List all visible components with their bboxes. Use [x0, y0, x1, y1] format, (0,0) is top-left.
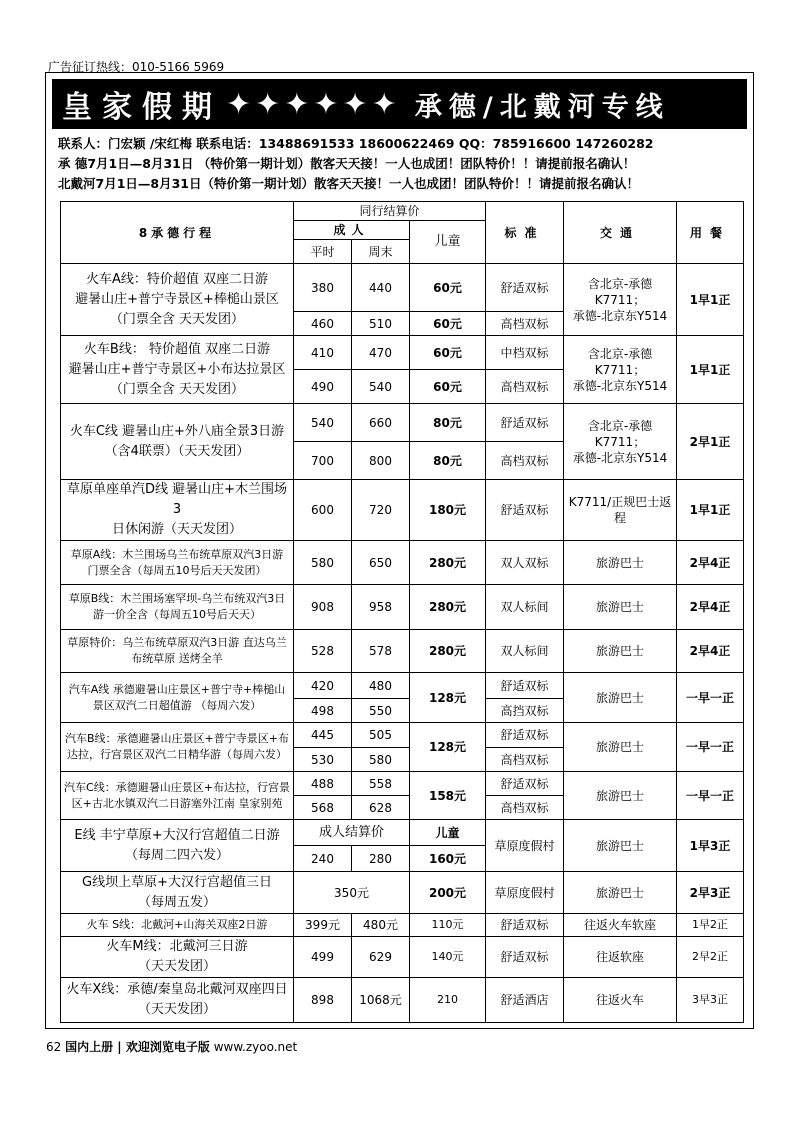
transport-cell: 旅游巴士	[564, 723, 677, 772]
contact-line: 联系人：门宏颖 /宋红梅 联系电话：13488691533 18600622469 QQ：785916600 147260282	[58, 136, 654, 151]
weekday-price: 240	[294, 846, 352, 872]
weekend-price: 650	[352, 541, 410, 585]
route-cell: 草原单座单汽D线 避暑山庄+木兰围场3 日休闲游（天天发团）	[61, 480, 294, 541]
meal-cell: 一早一正	[677, 723, 744, 772]
route-cell: 火车 S线：北戴河+山海关双座2日游	[61, 914, 294, 937]
table-row	[61, 541, 744, 585]
transport-cell: 旅游巴士	[564, 630, 677, 673]
child-price: 128元	[410, 673, 486, 723]
table-row	[61, 914, 744, 937]
page-footer	[46, 1038, 297, 1055]
weekday-header: 平时	[294, 240, 352, 264]
weekend-price: 580	[352, 748, 410, 772]
standard-cell: 高挡双标	[486, 699, 564, 723]
child-price: 110元	[410, 914, 486, 937]
standard-cell: 舒适双标	[486, 937, 564, 978]
weekday-price: 898	[294, 978, 352, 1023]
table-row	[61, 723, 744, 748]
route-cell: 火车X线：承德/秦皇岛北戴河双座四日 （天天发团）	[61, 978, 294, 1023]
table-row	[61, 404, 744, 442]
child-price: 280元	[410, 630, 486, 673]
route-cell: 汽车A线 承德避暑山庄景区+普宁寺+棒槌山 景区双汽二日超值游 （每周六发）	[61, 673, 294, 723]
weekend-price: 578	[352, 630, 410, 673]
weekend-price: 470	[352, 336, 410, 370]
standard-cell: 高档双标	[486, 442, 564, 480]
table-row	[61, 872, 744, 914]
child-price: 210	[410, 978, 486, 1023]
meal-cell: 1早1正	[677, 336, 744, 404]
weekend-price: 1068元	[352, 978, 410, 1023]
page-number: 62	[46, 1040, 62, 1054]
weekday-price: 490	[294, 370, 352, 404]
standard-cell: 草原度假村	[486, 820, 564, 872]
footer-section: 国内上册 | 欢迎浏览电子版	[65, 1040, 210, 1054]
weekend-price: 510	[352, 312, 410, 336]
child-price: 60元	[410, 370, 486, 404]
route-cell: 草原特价：乌兰布统草原双汽3日游 直达乌兰 布统草原 送烤全羊	[61, 630, 294, 673]
transport-cell: 旅游巴士	[564, 541, 677, 585]
meal-cell: 2早4正	[677, 630, 744, 673]
standard-cell: 中档双标	[486, 336, 564, 370]
route-cell: G线坝上草原+大汉行宫超值三日 （每周五发）	[61, 872, 294, 914]
weekday-price: 908	[294, 585, 352, 630]
standard-cell: 舒适双标	[486, 772, 564, 796]
transport-cell: 旅游巴士	[564, 872, 677, 914]
itinerary-header: 8承德行程	[61, 202, 294, 264]
child-price: 158元	[410, 772, 486, 820]
meal-cell: 2早4正	[677, 585, 744, 630]
route-cell: E线 丰宁草原+大汉行宫超值二日游 （每周二四六发）	[61, 820, 294, 872]
child-price: 160元	[410, 846, 486, 872]
adult-price: 350元	[294, 872, 410, 914]
table-row	[61, 585, 744, 630]
weekend-price: 280	[352, 846, 410, 872]
transport-cell: 往返火车	[564, 978, 677, 1023]
standard-header: 标准	[486, 202, 564, 264]
weekday-price: 445	[294, 723, 352, 748]
standard-cell: 双人双标	[486, 541, 564, 585]
weekend-price: 440	[352, 264, 410, 312]
route-cell: 火车B线： 特价超值 双座二日游 避暑山庄+普宁寺景区+小布达拉景区 （门票全含 天天发团）	[61, 336, 294, 404]
route-cell: 汽车B线：承德避暑山庄景区+普宁寺景区+布 达拉，行宫景区双汽二日精华游（每周六发）	[61, 723, 294, 772]
beidaihe-notice: 北戴河7月1日—8月31日（特价第一期计划）散客天天接！一人也成团！团队特价！！请提前报名确认！	[58, 176, 639, 191]
route-cell: 草原B线：木兰围场塞罕坝-乌兰布统双汽3日 游一价全含（每周五10号后天天）	[61, 585, 294, 630]
standard-cell: 舒适双标	[486, 914, 564, 937]
transport-cell: 旅游巴士	[564, 772, 677, 820]
weekday-price: 540	[294, 404, 352, 442]
child-price: 60元	[410, 312, 486, 336]
route-cell: 火车C线 避暑山庄+外八庙全景3日游 （含4联票）（天天发团）	[61, 404, 294, 480]
route-cell: 汽车C线：承德避暑山庄景区+布达拉，行宫景 区+古北水镇双汽二日游塞外江南 皇家别苑	[61, 772, 294, 820]
weekend-price: 958	[352, 585, 410, 630]
table-row	[61, 480, 744, 541]
meal-cell: 3早3正	[677, 978, 744, 1023]
child-price: 80元	[410, 442, 486, 480]
meal-cell: 1早1正	[677, 480, 744, 541]
child-price: 80元	[410, 404, 486, 442]
table-row	[61, 630, 744, 673]
standard-cell: 舒适双标	[486, 673, 564, 699]
transport-cell: 含北京-承德K7711； 承德-北京东Y514	[564, 264, 677, 336]
weekday-price: 528	[294, 630, 352, 673]
weekday-price: 399元	[294, 914, 352, 937]
child-price: 128元	[410, 723, 486, 772]
weekend-price: 505	[352, 723, 410, 748]
child-price: 60元	[410, 336, 486, 370]
weekday-price: 568	[294, 796, 352, 820]
route-cell: 草原A线：木兰围场乌兰布统草原双汽3日游 门票全含（每周五10号后天天发团）	[61, 541, 294, 585]
standard-cell: 高档双标	[486, 312, 564, 336]
transport-header: 交通	[564, 202, 677, 264]
meal-cell: 1早3正	[677, 820, 744, 872]
weekend-price: 800	[352, 442, 410, 480]
schedule-table	[60, 201, 744, 1023]
child-price: 180元	[410, 480, 486, 541]
weekend-price: 550	[352, 699, 410, 723]
meal-cell: 2早4正	[677, 541, 744, 585]
transport-cell: 含北京-承德K7711； 承德-北京东Y514	[564, 404, 677, 480]
weekend-header: 周末	[352, 240, 410, 264]
weekday-price: 530	[294, 748, 352, 772]
header-row	[61, 202, 744, 221]
route-title: 承德/北戴河专线	[414, 91, 670, 123]
weekend-price: 629	[352, 937, 410, 978]
adult-price-label: 成人结算价	[294, 820, 410, 846]
transport-cell: 往返火车软座	[564, 914, 677, 937]
banner	[52, 79, 747, 129]
standard-cell: 高档双标	[486, 370, 564, 404]
meal-cell: 2早3正	[677, 872, 744, 914]
contact-block	[58, 134, 748, 194]
weekend-price: 540	[352, 370, 410, 404]
meal-cell: 2早1正	[677, 404, 744, 480]
standard-cell: 舒适酒店	[486, 978, 564, 1023]
transport-cell: 旅游巴士	[564, 673, 677, 723]
star-icons: ✦✦✦✦✦✦	[226, 86, 401, 122]
meal-header: 用餐	[677, 202, 744, 264]
standard-cell: 舒适双标	[486, 723, 564, 748]
child-price: 280元	[410, 541, 486, 585]
transport-cell: 旅游巴士	[564, 585, 677, 630]
adult-header: 成人	[294, 221, 410, 240]
weekday-price: 580	[294, 541, 352, 585]
standard-cell: 舒适双标	[486, 404, 564, 442]
weekday-price: 420	[294, 673, 352, 699]
standard-cell: 草原度假村	[486, 872, 564, 914]
weekend-price: 480	[352, 673, 410, 699]
child-price: 280元	[410, 585, 486, 630]
weekday-price: 380	[294, 264, 352, 312]
meal-cell: 1早2正	[677, 914, 744, 937]
route-cell: 火车A线：特价超值 双座二日游 避暑山庄+普宁寺景区+棒槌山景区 （门票全含 天天发团）	[61, 264, 294, 336]
transport-cell: 往返软座	[564, 937, 677, 978]
settlement-header: 同行结算价	[294, 202, 486, 221]
transport-cell: K7711/正规巴士返程	[564, 480, 677, 541]
weekday-price: 700	[294, 442, 352, 480]
ad-hotline: 广告征订热线：010-5166 5969	[48, 60, 225, 74]
table-row	[61, 978, 744, 1023]
standard-cell: 双人标间	[486, 585, 564, 630]
footer-url[interactable]: www.zyoo.net	[213, 1040, 298, 1054]
transport-cell: 旅游巴士	[564, 820, 677, 872]
weekday-price: 600	[294, 480, 352, 541]
weekend-price: 720	[352, 480, 410, 541]
table-row	[61, 820, 744, 846]
weekend-price: 558	[352, 772, 410, 796]
child-label: 儿童	[410, 820, 486, 846]
weekend-price: 628	[352, 796, 410, 820]
standard-cell: 双人标间	[486, 630, 564, 673]
route-cell: 火车M线：北戴河三日游 （天天发团）	[61, 937, 294, 978]
weekday-price: 498	[294, 699, 352, 723]
standard-cell: 舒适双标	[486, 264, 564, 312]
weekend-price: 480元	[352, 914, 410, 937]
child-price: 140元	[410, 937, 486, 978]
weekday-price: 499	[294, 937, 352, 978]
table-row	[61, 673, 744, 699]
weekday-price: 488	[294, 772, 352, 796]
child-price: 200元	[410, 872, 486, 914]
meal-cell: 一早一正	[677, 673, 744, 723]
meal-cell: 2早2正	[677, 937, 744, 978]
meal-cell: 1早1正	[677, 264, 744, 336]
meal-cell: 一早一正	[677, 772, 744, 820]
weekday-price: 410	[294, 336, 352, 370]
weekend-price: 660	[352, 404, 410, 442]
brand-title: 皇家假期	[62, 90, 222, 125]
child-price: 60元	[410, 264, 486, 312]
weekday-price: 460	[294, 312, 352, 336]
table-row	[61, 336, 744, 370]
standard-cell: 高档双标	[486, 748, 564, 772]
table-row	[61, 937, 744, 978]
chengde-notice: 承 德7月1日—8月31日 （特价第一期计划）散客天天接！一人也成团！团队特价！！请提前报名确认！	[58, 156, 636, 171]
child-header: 儿童	[410, 221, 486, 264]
table-row	[61, 264, 744, 312]
standard-cell: 高档双标	[486, 796, 564, 820]
table-row	[61, 772, 744, 796]
standard-cell: 舒适双标	[486, 480, 564, 541]
transport-cell: 含北京-承德K7711； 承德-北京东Y514	[564, 336, 677, 404]
